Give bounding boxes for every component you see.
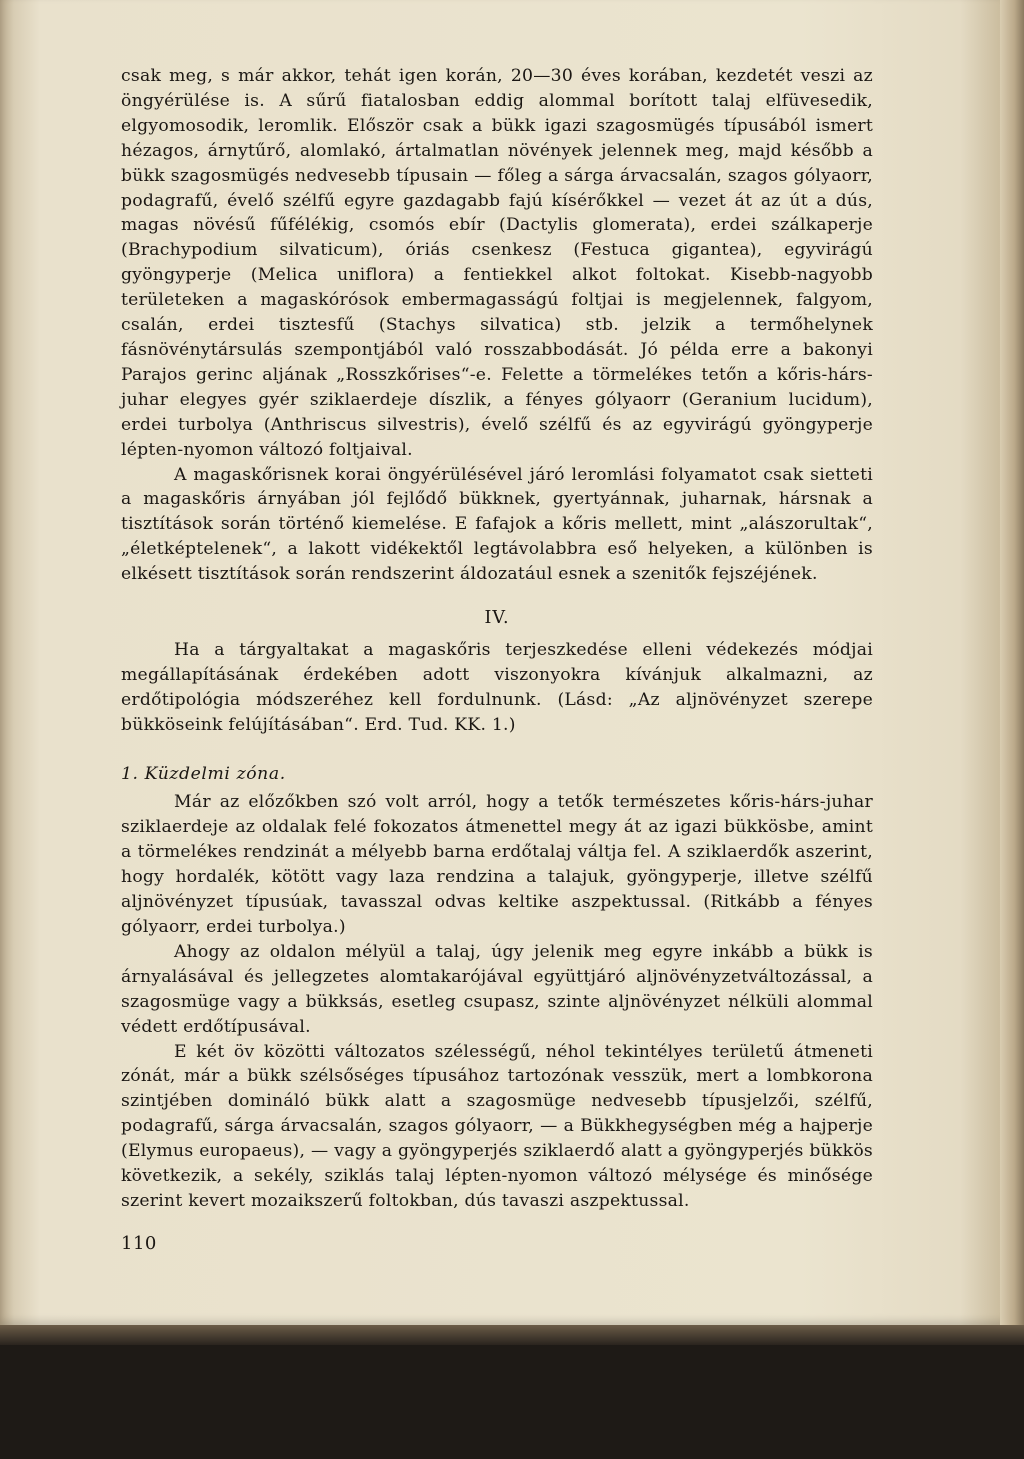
subheading: 1. Küzdelmi zóna. bbox=[121, 763, 286, 784]
zone-paragraph-1: Már az előzőkben szó volt arról, hogy a tetők természetes kőris-hárs-juhar sziklaerdeje az oldalak felé fokozatos átmenettel megy át az igazi bükkösbe, amint a törmelékes rendzinát a mélyebb barna erdőtalaj váltja fel. A sziklaerdők aszerint, hogy hordalék, kötött vagy laza rendzina a talajuk, gyöngyperje, illetve szélfű aljnövényzet típusúak, tavasszal odvas keltike aszpektussal. (Ritkább a fényes gólyaorr, erdei turbolya.) bbox=[121, 792, 873, 937]
paragraph-2: A magaskőrisnek korai öngyérülésével járó leromlási folyamatot csak sietteti a magaskőris árnyában jól fejlődő bükknek, gyertyánnak, juharnak, hársnak a tisztítások során történő kiemelése. E fafajok a kőris mellett, mint „alászorultak“, „életképtelenek“, a lakott vidékektől legtávolabbra eső helyeken, a különben is elkésett tisztítások során rendszerint áldozatául esnek a szenitők fejszéjének. bbox=[121, 464, 873, 585]
zone-paragraph-3: E két öv közötti változatos szélességű, néhol tekintélyes területű átmeneti zónát, már a bükk szélsőséges típusához tartozónak vesszük, mert a lombkorona szintjében domináló bükk alatt a szagosmüge nedvesebb típusjelzői, szélfű, podagrafű, sárga árvacsalán, szagos gólyaorr, — a Bükkhegységben még a hajperje (Elymus europaeus), — vagy a gyöngyperjés sziklaerdő alatt a gyöngyperjés bükkös következik, a sekély, sziklás talaj lépten-nyomon változó mélysége és minősége szerint kevert mozaikszerű foltokban, dús tavaszi aszpektussal. bbox=[121, 1041, 873, 1211]
page-edge-shadow bbox=[0, 1325, 1024, 1345]
section-paragraph: Ha a tárgyaltakat a magaskőris terjeszkedése elleni védekezés módjai megállapításának érdekében adott viszonyokra kívánjuk alkalmazni, az erdőtipológia módszeréhez kell fordulnunk. (Lásd: „Az aljnövényzet szerepe bükköseink felújításában“. Erd. Tud. KK. 1.) bbox=[121, 639, 873, 735]
section-heading: IV. bbox=[484, 608, 510, 629]
paragraph-1: csak meg, s már akkor, tehát igen korán, 20—30 éves korában, kezdetét veszi az öngyérülése is. A sűrű fiatalosban eddig alommal borított talaj elfüvesedik, elgyomosodik, leromlik. Először csak a bükk igazi szagosmügés típusából ismert hézagos, árnytűrő, alomlakó, ártalmatlan növények jelennek meg, majd később a bükk szagosmügés nedvesebb típusain — főleg a sárga árvacsalán, szagos gólyaorr, podagrafű, évelő szélfű egyre gazdagabb fajú kísérőkkel — vezet át az út a dús, magas növésű fűfélékig, csomós ebír (Dactylis glomerata), erdei szálkaperje (Brachypodium silvaticum), óriás csenkesz (Festuca gigantea), egyvirágú gyöngyperje (Melica uniflora) a fentiekkel alkot foltokat. Kisebb-nagyobb területeken a magaskórósok embermagasságú foltjai is megjelennek, falgyom, csalán, erdei tisztesfű (Stachys silvatica) stb. jelzik a termőhelynek fásnövénytársulás szempontjából való rosszabbodását. Jó példa erre a bakonyi Parajos gerinc aljának „Rosszkőrises“-e. Felette a törmelékes tetőn a kőris-hárs-juhar elegyes gyér sziklaerdeje díszlik, a fényes gólyaorr (Geranium lucidum), erdei turbolya (Anthriscus silvestris), évelő szélfű és az egyvirágú gyöngyperje lépten-nyomon változó foltjaival. bbox=[121, 66, 873, 460]
page-body bbox=[121, 64, 873, 1214]
zone-paragraph-2: Ahogy az oldalon mélyül a talaj, úgy jelenik meg egyre inkább a bükk is árnyalásával és jellegzetes alomtakarójával együttjáró aljnövényzetváltozással, a szagosmüge vagy a bükksás, esetleg csupasz, szinte aljnövényzet nélküli alommal védett erdőtípusával. bbox=[121, 941, 873, 1037]
book-spine bbox=[1000, 0, 1024, 1340]
page-number: 110 bbox=[121, 1233, 157, 1254]
